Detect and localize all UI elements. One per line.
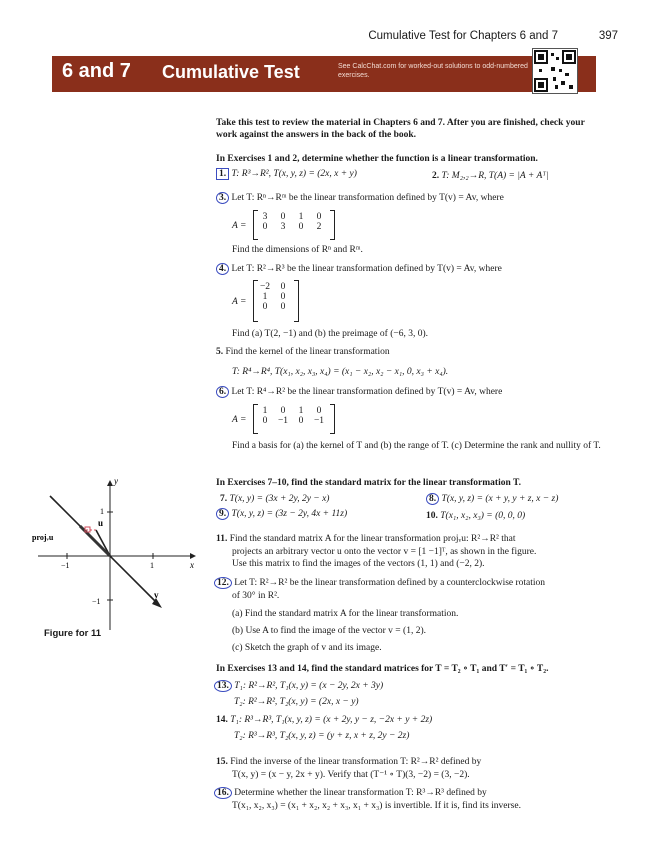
ex1-number: 1. xyxy=(216,168,229,180)
ex3-number: 3. xyxy=(216,192,229,204)
exercise-10 xyxy=(426,510,525,522)
exercise-16 xyxy=(214,787,614,799)
ex8-text: T(x, y, z) = (x + y, y + z, x − z) xyxy=(441,494,559,504)
label-x: x xyxy=(190,560,194,570)
label-u: u xyxy=(98,518,104,528)
ex11-line1: Find the standard matrix A for the linear transformation projᵥu: R²→R² that xyxy=(229,534,516,544)
ex3-matrix: 3 0 1 0 0 3 0 2 xyxy=(262,212,322,232)
exercise-2 xyxy=(432,170,549,182)
ex3-matrix-label: A = xyxy=(232,221,247,231)
banner-note: See CalcChat.com for worked-out solutions to odd-numbered exercises. xyxy=(338,63,528,79)
ex4-matrix-label: A = xyxy=(232,297,247,307)
ex10-number: 10. xyxy=(426,511,438,521)
label-1-y: 1 xyxy=(100,507,104,516)
ex5-formula: T: R⁴→R⁴, T(x₁, x₂, x₃, x₄) = (x₁ − x₂, x₂ − x₁, 0, x₃ + x₄). xyxy=(232,367,449,377)
label-v: v xyxy=(154,590,159,600)
ex4-text: Let T: R²→R³ be the linear transformation defined by T(v) = Av, where xyxy=(231,264,502,274)
ex12-part-a: (a) Find the standard matrix A for the linear transformation. xyxy=(232,609,459,619)
chapter-banner xyxy=(52,56,596,92)
ex11-line3: Use this matrix to find the images of the vectors (1, 1) and (−2, 2). xyxy=(232,559,485,569)
ex14-line1: T₁: R³→R³, T₁(x, y, z) = (x + 2y, y − z, −2x + y + 2z) xyxy=(230,715,433,725)
ex8-number: 8. xyxy=(426,493,439,505)
intro-text: Take this test to review the material in Chapters 6 and 7. After you are finished, check your work against the answers in the back of the book. xyxy=(216,118,585,140)
ex12-line1: Let T: R²→R² be the linear transformation defined by a counterclockwise rotation xyxy=(234,578,546,588)
label-y: y xyxy=(114,476,118,486)
ex16-line1: Determine whether the linear transformation T: R³→R³ defined by xyxy=(234,788,487,798)
running-head xyxy=(0,26,653,46)
ex13-number: 13. xyxy=(214,680,232,692)
exercise-8 xyxy=(426,493,558,505)
ex9-text: T(x, y, z) = (3z − 2y, 4x + 11z) xyxy=(231,509,348,519)
exercise-1 xyxy=(216,168,357,180)
ex13-line2: T₂: R²→R², T₂(x, y) = (2x, x − y) xyxy=(234,697,359,707)
ex4-after: Find (a) T(2, −1) and (b) the preimage of (−6, 3, 0). xyxy=(232,329,428,339)
label-proj: projᵥu xyxy=(32,533,54,542)
running-title: Cumulative Test for Chapters 6 and 7 xyxy=(368,30,558,42)
x-axis-arrow xyxy=(190,553,196,559)
exercise-12 xyxy=(214,577,614,589)
ex15-number: 15. xyxy=(216,757,228,767)
ex15-line1: Find the inverse of the linear transformation T: R²→R² defined by xyxy=(230,757,482,767)
y-axis-arrow xyxy=(107,480,113,486)
ex4-number: 4. xyxy=(216,263,229,275)
ex9-number: 9. xyxy=(216,508,229,520)
exercise-4 xyxy=(216,263,616,275)
figure-caption: Figure for 11 xyxy=(44,628,102,639)
ex5-number: 5. xyxy=(216,347,224,357)
ex6-after: Find a basis for (a) the kernel of T and (b) the range of T. (c) Determine the rank and nullity of T. xyxy=(232,441,601,451)
ex3-bracket-right xyxy=(330,210,335,240)
ex6-bracket-right xyxy=(330,404,335,434)
banner-chapters: 6 and 7 xyxy=(62,60,131,82)
banner-title: Cumulative Test xyxy=(162,62,300,82)
exercise-6 xyxy=(216,386,616,398)
ex4-matrix: −2 0 1 0 0 0 xyxy=(259,282,286,312)
ex6-text: Let T: R⁴→R² be the linear transformation defined by T(v) = Av, where xyxy=(231,387,503,397)
exercise-14 xyxy=(216,714,432,726)
ex11-line2: projects an arbitrary vector u onto the vector v = [1 −1]ᵀ, as shown in the figure. xyxy=(232,547,537,557)
ex12-part-c: (c) Sketch the graph of v and its image. xyxy=(232,643,382,653)
ex12-part-b: (b) Use A to find the image of the vector v = (1, 2). xyxy=(232,626,426,636)
ex6-number: 6. xyxy=(216,386,229,398)
ex7-number: 7. xyxy=(220,494,228,504)
ex5-text: Find the kernel of the linear transformation xyxy=(225,347,390,357)
ex16-line2: T(x₁, x₂, x₃) = (x₁ + x₂, x₂ + x₃, x₁ + x₃) is invertible. If it is, find its inverse. xyxy=(232,801,521,811)
ex3-text: Let T: Rⁿ→Rᵐ be the linear transformation defined by T(v) = Av, where xyxy=(231,193,504,203)
label-1-x: 1 xyxy=(150,561,154,570)
ex13-line1: T₁: R²→R², T₁(x, y) = (x − 2y, 2x + 3y) xyxy=(234,681,384,691)
exercise-13 xyxy=(214,680,383,692)
exercise-11 xyxy=(216,533,616,545)
ex14-line2: T₂: R³→R³, T₂(x, y, z) = (y + z, x + z, 2y − 2z) xyxy=(234,731,410,741)
exercise-5 xyxy=(216,346,616,358)
ex3-after: Find the dimensions of Rⁿ and Rᵐ. xyxy=(232,245,363,255)
exercise-3 xyxy=(216,192,616,204)
figure-projection xyxy=(30,470,200,640)
ex7-text: T(x, y) = (3x + 2y, 2y − x) xyxy=(229,494,330,504)
ex1-text: T: R³→R², T(x, y, z) = (2x, x + y) xyxy=(231,169,357,179)
page-number: 397 xyxy=(598,30,618,42)
ex6-matrix: 1 0 1 0 0 −1 0 −1 xyxy=(262,406,325,426)
ex11-number: 11. xyxy=(216,534,228,544)
heading-ex1-2: In Exercises 1 and 2, determine whether the function is a linear transformation. xyxy=(216,154,538,164)
heading-ex13-14: In Exercises 13 and 14, find the standard matrices for T = T₂ ∘ T₁ and T′ = T₁ ∘ T₂. xyxy=(216,664,549,674)
ex14-number: 14. xyxy=(216,715,228,725)
ex12-line2: of 30° in R². xyxy=(232,591,280,601)
ex2-text: T: M₂,₂→R, T(A) = |A + Aᵀ| xyxy=(441,171,549,181)
ex15-line2: T(x, y) = (x − y, 2x + y). Verify that (T⁻¹ ∘ T)(3, −2) = (3, −2). xyxy=(232,770,470,780)
ex10-text: T(x₁, x₂, x₃) = (0, 0, 0) xyxy=(440,511,526,521)
ex4-bracket-right xyxy=(294,280,299,322)
label-neg1-y: −1 xyxy=(92,597,101,606)
ex12-number: 12. xyxy=(214,577,232,589)
ex16-number: 16. xyxy=(214,787,232,799)
exercise-7 xyxy=(220,493,329,505)
heading-ex7-10: In Exercises 7–10, find the standard matrix for the linear transformation T. xyxy=(216,478,521,488)
label-neg1-x: −1 xyxy=(61,561,70,570)
exercise-9 xyxy=(216,508,347,520)
exercise-15 xyxy=(216,756,616,768)
qr-code-icon xyxy=(532,48,578,94)
ex6-matrix-label: A = xyxy=(232,415,247,425)
ex2-number: 2. xyxy=(432,171,440,181)
